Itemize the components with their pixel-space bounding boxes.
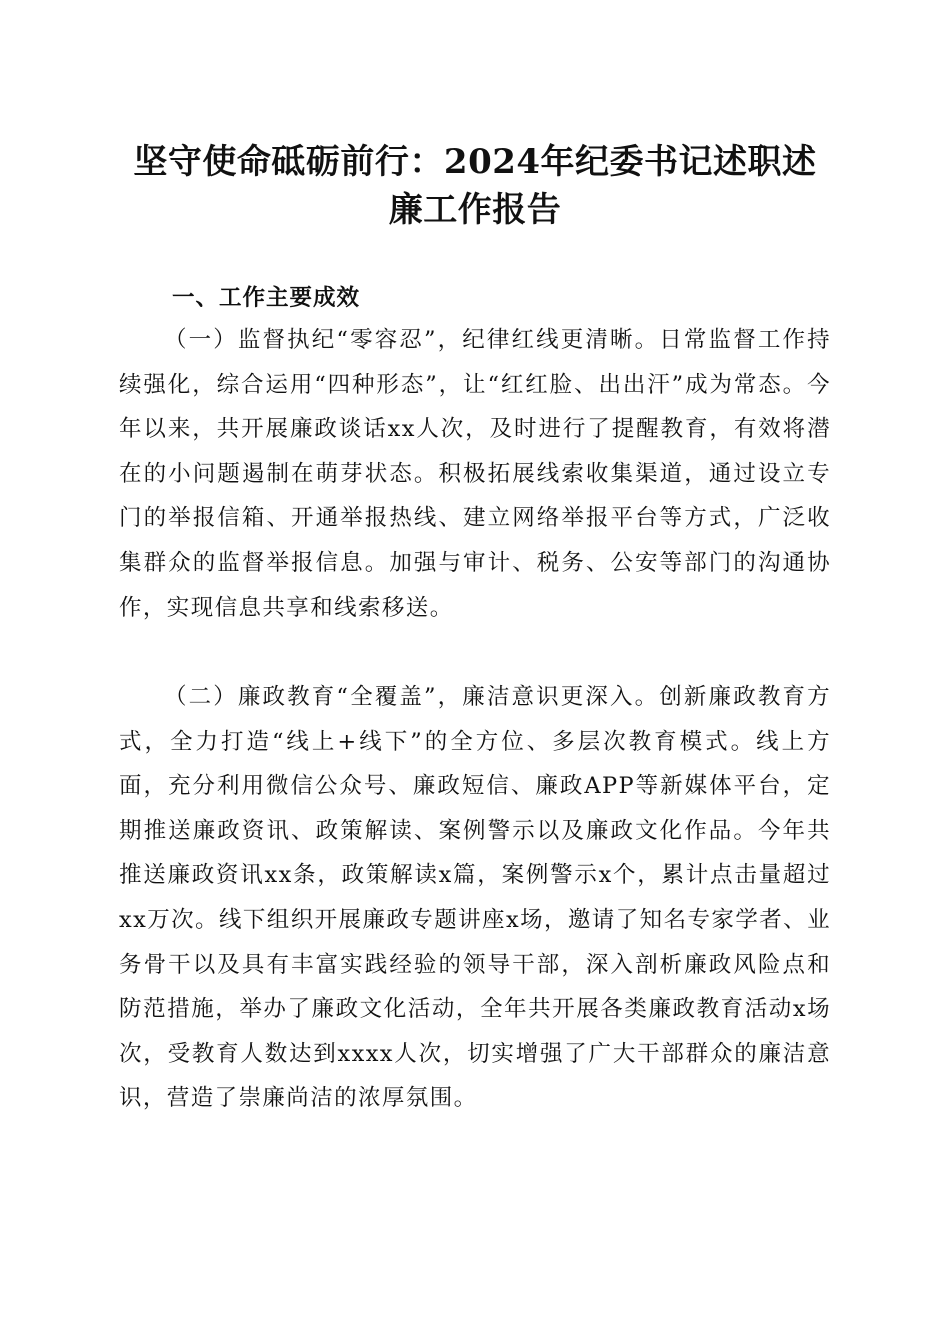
section-heading: 一、工作主要成效: [172, 285, 361, 311]
paragraph-1: （一）监督执纪“零容忍”，纪律红线更清晰。日常监督工作持续强化，综合运用“四种形态”，让“红红脸、出出汗”成为常态。今年以来，共开展廉政谈话xx人次，及时进行了提醒教育，有效将潜在的小问题遏制在萌芽状态。积极拓展线索收集渠道，通过设立专门的举报信箱、开通举报热线、建立网络举报平台等方式，广泛收集群众的监督举报信息。加强与审计、税务、公安等部门的沟通协作，实现信息共享和线索移送。: [119, 327, 831, 621]
document-title: [100, 138, 850, 234]
title-line-1: 坚守使命砥砺前行：2024年纪委书记述职述: [133, 142, 817, 182]
title-line-2: 廉工作报告: [388, 190, 562, 230]
paragraph-2: （二）廉政教育“全覆盖”，廉洁意识更深入。创新廉政教育方式，全力打造“线上+线下”的全方位、多层次教育模式。线上方面，充分利用微信公众号、廉政短信、廉政APP等新媒体平台，定期推送廉政资讯、政策解读、案例警示以及廉政文化作品。今年共推送廉政资讯xx条，政策解读x篇，案例警示x个，累计点击量超过xx万次。线下组织开展廉政专题讲座x场，邀请了知名专家学者、业务骨干以及具有丰富实践经验的领导干部，深入剖析廉政风险点和防范措施，举办了廉政文化活动，全年共开展各类廉政教育活动x场次，受教育人数达到xxxx人次，切实增强了广大干部群众的廉洁意识，营造了崇廉尚洁的浓厚氛围。: [119, 684, 831, 1112]
